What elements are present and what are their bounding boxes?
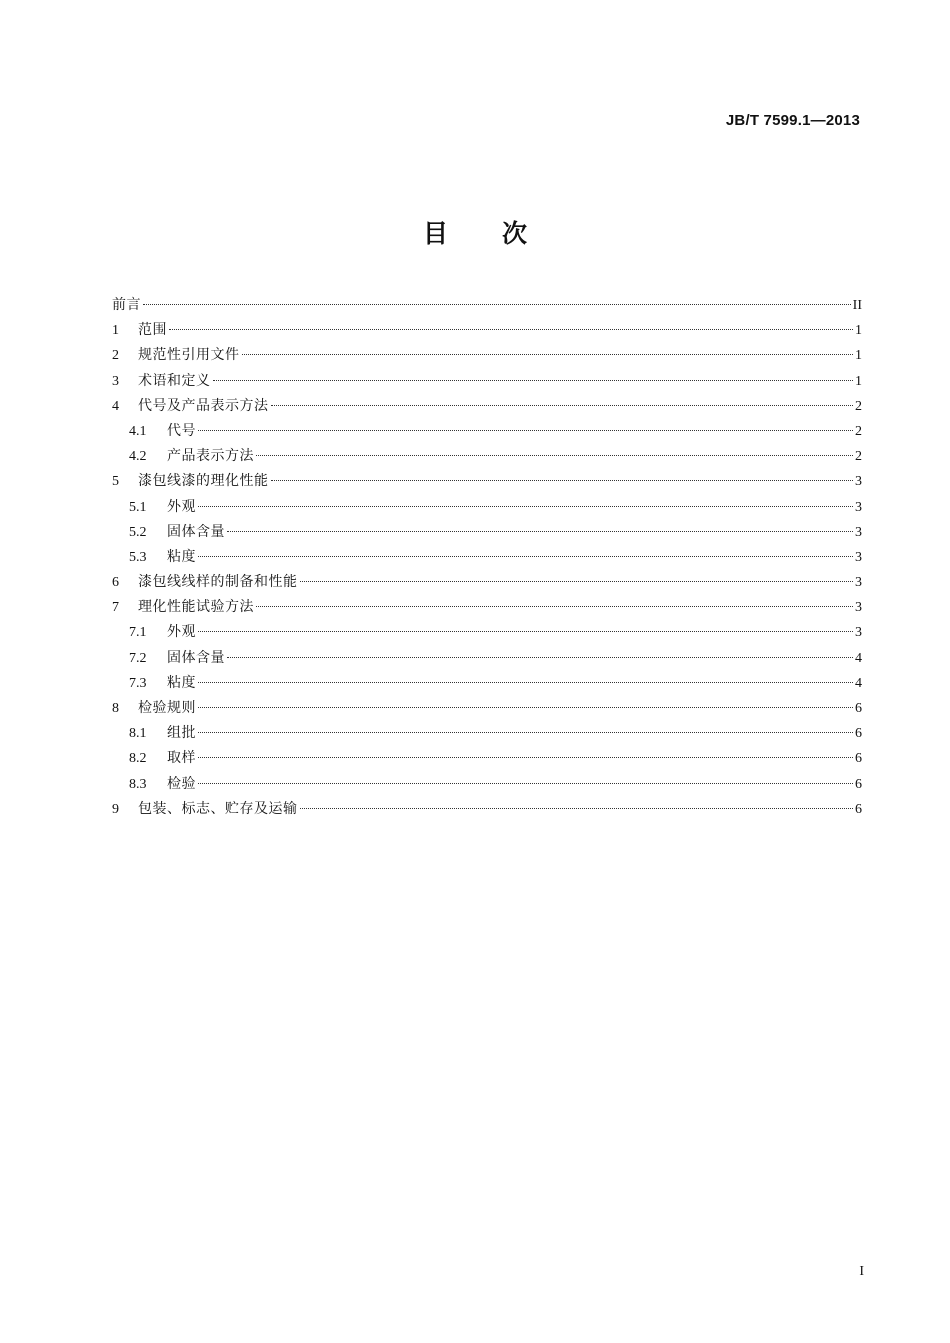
toc-dot-leader — [198, 757, 853, 758]
toc-entry-label: 检验 — [167, 775, 196, 792]
toc-dot-leader — [256, 455, 853, 456]
toc-entry-page: 2 — [855, 398, 862, 414]
toc-entry-label: 粘度 — [167, 548, 196, 565]
toc-entry-page: 3 — [855, 524, 862, 540]
toc-entry-number: 5 — [112, 474, 119, 490]
toc-dot-leader — [198, 556, 853, 557]
toc-entry-page: 3 — [855, 474, 862, 490]
toc-entry-page: 6 — [855, 701, 862, 716]
toc-entry-number: 4.1 — [129, 423, 147, 439]
toc-entry[interactable] — [112, 646, 862, 671]
toc-entry[interactable] — [112, 595, 862, 620]
toc-entry-label: 固体含量 — [167, 523, 225, 540]
toc-entry[interactable] — [112, 746, 862, 771]
toc-entry-number: 9 — [112, 801, 119, 817]
toc-entry[interactable] — [112, 444, 862, 469]
toc-entry-page: 1 — [855, 323, 862, 339]
toc-dot-leader — [213, 380, 854, 381]
toc-entry[interactable] — [112, 469, 862, 494]
toc-entry-label: 固体含量 — [167, 649, 225, 666]
toc-dot-leader — [198, 732, 853, 733]
toc-entry-number: 4 — [112, 398, 119, 414]
toc-dot-leader — [198, 707, 853, 708]
toc-entry-page: 2 — [855, 449, 862, 465]
toc-dot-leader — [227, 531, 853, 532]
toc-entry-page: 2 — [855, 423, 862, 439]
toc-title-char-1: 目 — [422, 219, 448, 248]
toc-entry-label: 外观 — [167, 624, 196, 641]
toc-dot-leader — [169, 329, 853, 330]
toc-entry-label: 组批 — [167, 725, 196, 742]
toc-entry-label: 外观 — [167, 498, 196, 515]
toc-dot-leader — [227, 657, 853, 658]
toc-entry-label: 粘度 — [167, 674, 196, 691]
toc-entry[interactable] — [112, 570, 862, 595]
toc-entry-page: 1 — [855, 373, 862, 389]
toc-entry-number: 8.2 — [129, 751, 147, 767]
toc-entry[interactable] — [112, 520, 862, 545]
toc-title — [0, 214, 950, 250]
toc-entry[interactable] — [112, 495, 862, 520]
toc-entry-label: 产品表示方法 — [167, 448, 254, 465]
toc-entry-number: 8 — [112, 701, 119, 716]
toc-entry-label: 前言 — [112, 297, 141, 313]
toc-entry-label: 漆包线漆的理化性能 — [138, 473, 269, 490]
toc-dot-leader — [300, 581, 854, 582]
toc-entry-number: 8.1 — [129, 726, 147, 742]
toc-entry-number: 4.2 — [129, 449, 147, 465]
toc-entry[interactable] — [112, 620, 862, 645]
toc-entry[interactable] — [112, 772, 862, 797]
toc-entry[interactable] — [112, 343, 862, 368]
toc-entry-page: 6 — [855, 726, 862, 742]
toc-entry-page: 3 — [855, 625, 862, 641]
toc-entry-page: 3 — [855, 575, 862, 591]
toc-entry-page: II — [852, 298, 862, 313]
toc-entry-page: 3 — [855, 549, 862, 565]
toc-dot-leader — [271, 480, 854, 481]
toc-entry-label: 规范性引用文件 — [138, 347, 240, 364]
toc-entry[interactable] — [112, 696, 862, 721]
toc-entry-label: 理化性能试验方法 — [138, 599, 254, 616]
toc-dot-leader — [198, 783, 853, 784]
toc-dot-leader — [143, 304, 851, 305]
toc-entry-number: 5.2 — [129, 524, 147, 540]
toc-dot-leader — [300, 808, 854, 809]
toc-entry-page: 6 — [855, 751, 862, 767]
toc-entry-label: 代号及产品表示方法 — [138, 397, 269, 414]
toc-entry[interactable] — [112, 671, 862, 696]
toc-entry-number: 8.3 — [129, 776, 147, 792]
toc-dot-leader — [271, 405, 854, 406]
toc-entry[interactable] — [112, 545, 862, 570]
toc-entry-page: 4 — [855, 650, 862, 666]
toc-entry[interactable] — [112, 369, 862, 394]
toc-entry-number: 7.3 — [129, 675, 147, 691]
toc-entry[interactable] — [112, 394, 862, 419]
toc-dot-leader — [198, 682, 853, 683]
toc-entry[interactable] — [112, 797, 862, 822]
toc-entry-label: 检验规则 — [138, 700, 196, 716]
toc-dot-leader — [242, 354, 854, 355]
toc-entry-label: 包装、标志、贮存及运输 — [138, 800, 298, 817]
toc-entry-number: 7.2 — [129, 650, 147, 666]
toc-dot-leader — [198, 631, 853, 632]
page-number: I — [859, 1264, 864, 1279]
toc-entry-label: 范围 — [138, 322, 167, 339]
toc-entry-label: 漆包线线样的制备和性能 — [138, 574, 298, 591]
toc-entry-number: 3 — [112, 373, 119, 389]
toc-dot-leader — [198, 506, 853, 507]
standard-code: JB/T 7599.1—2013 — [725, 112, 860, 129]
toc-entry-number: 5.1 — [129, 499, 147, 515]
toc-dot-leader — [198, 430, 853, 431]
toc-entry-number: 5.3 — [129, 549, 147, 565]
toc-entry-page: 6 — [855, 801, 862, 817]
toc-entry-number: 2 — [112, 348, 119, 364]
toc-title-char-2: 次 — [502, 219, 528, 248]
toc-entry-page: 3 — [855, 499, 862, 515]
toc-entry-page: 4 — [855, 675, 862, 691]
toc-entry[interactable] — [112, 721, 862, 746]
toc-entry-label: 取样 — [167, 750, 196, 767]
toc-entry-number: 7.1 — [129, 625, 147, 641]
toc-entry-number: 7 — [112, 600, 119, 616]
toc-entry-label: 术语和定义 — [138, 372, 211, 389]
toc-entry[interactable] — [112, 293, 862, 318]
toc-entry-page: 1 — [855, 348, 862, 364]
toc-entry-page: 6 — [855, 776, 862, 792]
toc-entry[interactable] — [112, 318, 862, 343]
toc-entry-page: 3 — [855, 600, 862, 616]
toc-entry[interactable] — [112, 419, 862, 444]
toc-entry-number: 6 — [112, 575, 119, 591]
toc-entry-label: 代号 — [167, 422, 196, 439]
table-of-contents — [112, 293, 862, 822]
toc-dot-leader — [256, 606, 853, 607]
toc-entry-number: 1 — [112, 323, 119, 339]
